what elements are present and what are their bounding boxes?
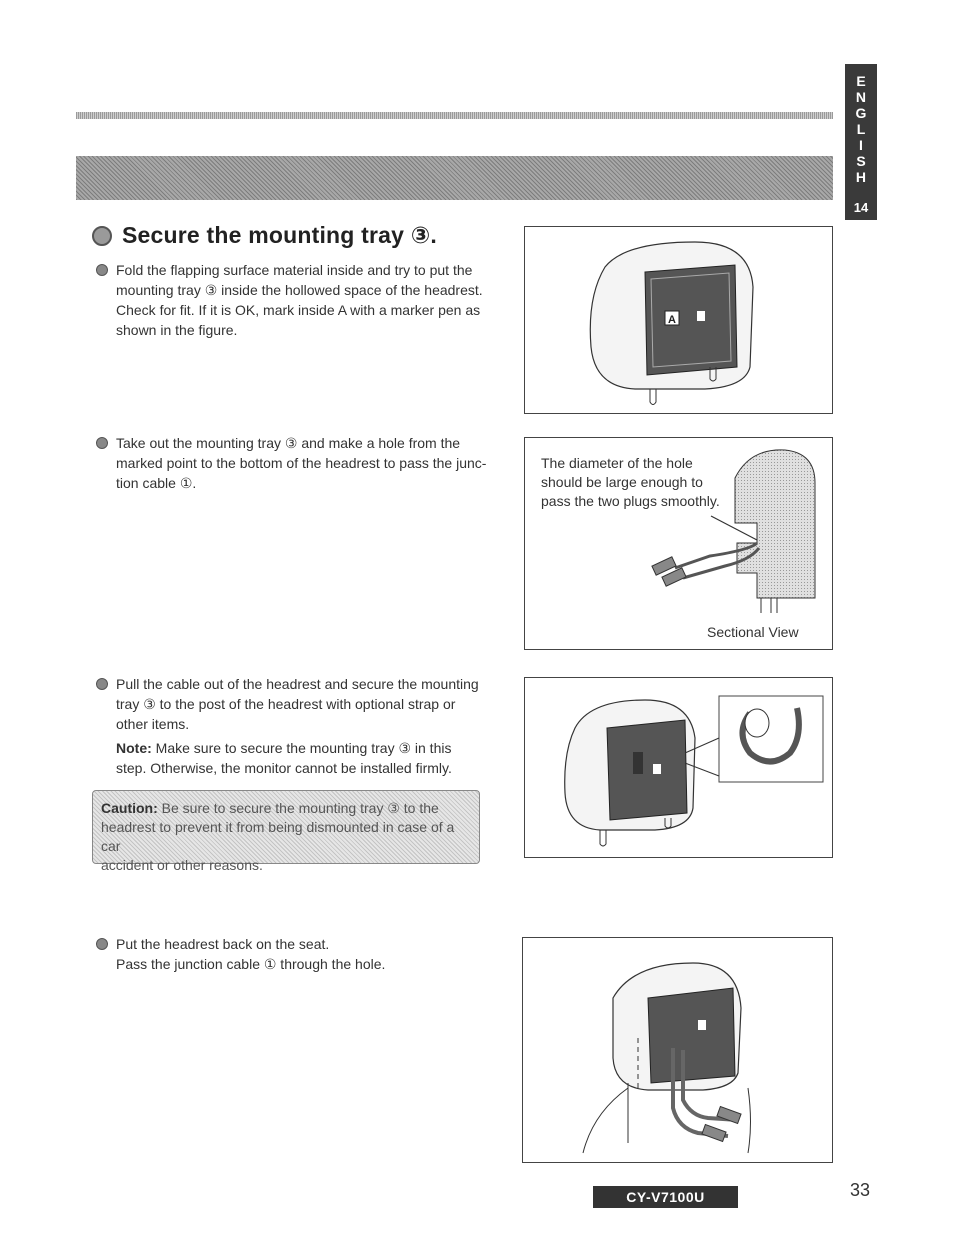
step-line: other items. bbox=[116, 716, 190, 732]
step-line: Pull the cable out of the headrest and secure the mounting bbox=[116, 676, 479, 692]
note-label: Note: bbox=[116, 740, 152, 756]
sectional-view-illustration bbox=[525, 438, 832, 649]
caution-line: Be sure to secure the mounting tray ③ to the bbox=[161, 800, 439, 816]
figure-note-line: pass the two plugs smoothly. bbox=[541, 493, 720, 509]
figure-label-a: A bbox=[668, 314, 676, 326]
bullet-icon bbox=[96, 678, 108, 690]
step-2 bbox=[116, 433, 496, 493]
step-line: tion cable ①. bbox=[116, 475, 197, 491]
bullet-icon bbox=[96, 264, 108, 276]
figure-note-line: should be large enough to bbox=[541, 474, 703, 490]
step-line: Put the headrest back on the seat. bbox=[116, 936, 330, 952]
step-line: shown in the figure. bbox=[116, 322, 238, 338]
lang-letter: N bbox=[855, 89, 867, 105]
lang-letter: E bbox=[856, 73, 866, 89]
figure-headrest-on-seat bbox=[522, 937, 833, 1163]
section-title: Secure the mounting tray ③. bbox=[122, 222, 437, 248]
lang-letter: H bbox=[855, 169, 867, 185]
headrest-strap-illustration bbox=[525, 678, 832, 857]
lang-letter: L bbox=[856, 121, 866, 137]
step-4 bbox=[116, 934, 496, 974]
model-badge: CY-V7100U bbox=[593, 1186, 738, 1208]
language-tab bbox=[845, 64, 877, 220]
step-line: mounting tray ③ inside the hollowed space of the headrest. bbox=[116, 282, 483, 298]
caution-box bbox=[92, 790, 480, 873]
step-line: Fold the flapping surface material inside and try to put the bbox=[116, 262, 473, 278]
figure-headrest-tray bbox=[524, 226, 833, 414]
section-header-band bbox=[76, 156, 833, 200]
figure-caption: Sectional View bbox=[707, 624, 799, 640]
lang-letter: I bbox=[859, 137, 863, 153]
note-line bbox=[116, 738, 496, 758]
lang-letter: G bbox=[855, 105, 867, 121]
note-text: Make sure to secure the mounting tray ③ in this bbox=[155, 740, 452, 756]
page-number: 33 bbox=[850, 1180, 871, 1200]
step-line: marked point to the bottom of the headrest to pass the junc- bbox=[116, 455, 487, 471]
caution-line: accident or other reasons. bbox=[101, 857, 263, 873]
headrest-seat-illustration bbox=[523, 938, 832, 1162]
step-number-icon bbox=[92, 226, 112, 246]
bullet-icon bbox=[96, 437, 108, 449]
section-heading bbox=[92, 222, 437, 249]
lang-tab-number: 14 bbox=[853, 200, 869, 215]
bullet-icon bbox=[96, 938, 108, 950]
step-3 bbox=[116, 674, 496, 778]
figure-note-line: The diameter of the hole bbox=[541, 455, 693, 471]
lang-letter: S bbox=[856, 153, 866, 169]
note-line: step. Otherwise, the monitor cannot be installed firmly. bbox=[116, 760, 452, 776]
step-line: tray ③ to the post of the headrest with optional strap or bbox=[116, 696, 456, 712]
step-line: Check for fit. If it is OK, mark inside A with a marker pen as bbox=[116, 302, 481, 318]
caution-line: headrest to prevent it from being dismounted in case of a car bbox=[101, 819, 455, 854]
figure-headrest-strap bbox=[524, 677, 833, 858]
caution-label: Caution: bbox=[101, 800, 158, 816]
step-line: Take out the mounting tray ③ and make a hole from the bbox=[116, 435, 461, 451]
figure-sectional-view bbox=[524, 437, 833, 650]
step-line: Pass the junction cable ① through the hole. bbox=[116, 956, 386, 972]
top-rule bbox=[76, 112, 833, 119]
headrest-tray-illustration bbox=[525, 227, 832, 413]
step-1 bbox=[116, 260, 496, 340]
